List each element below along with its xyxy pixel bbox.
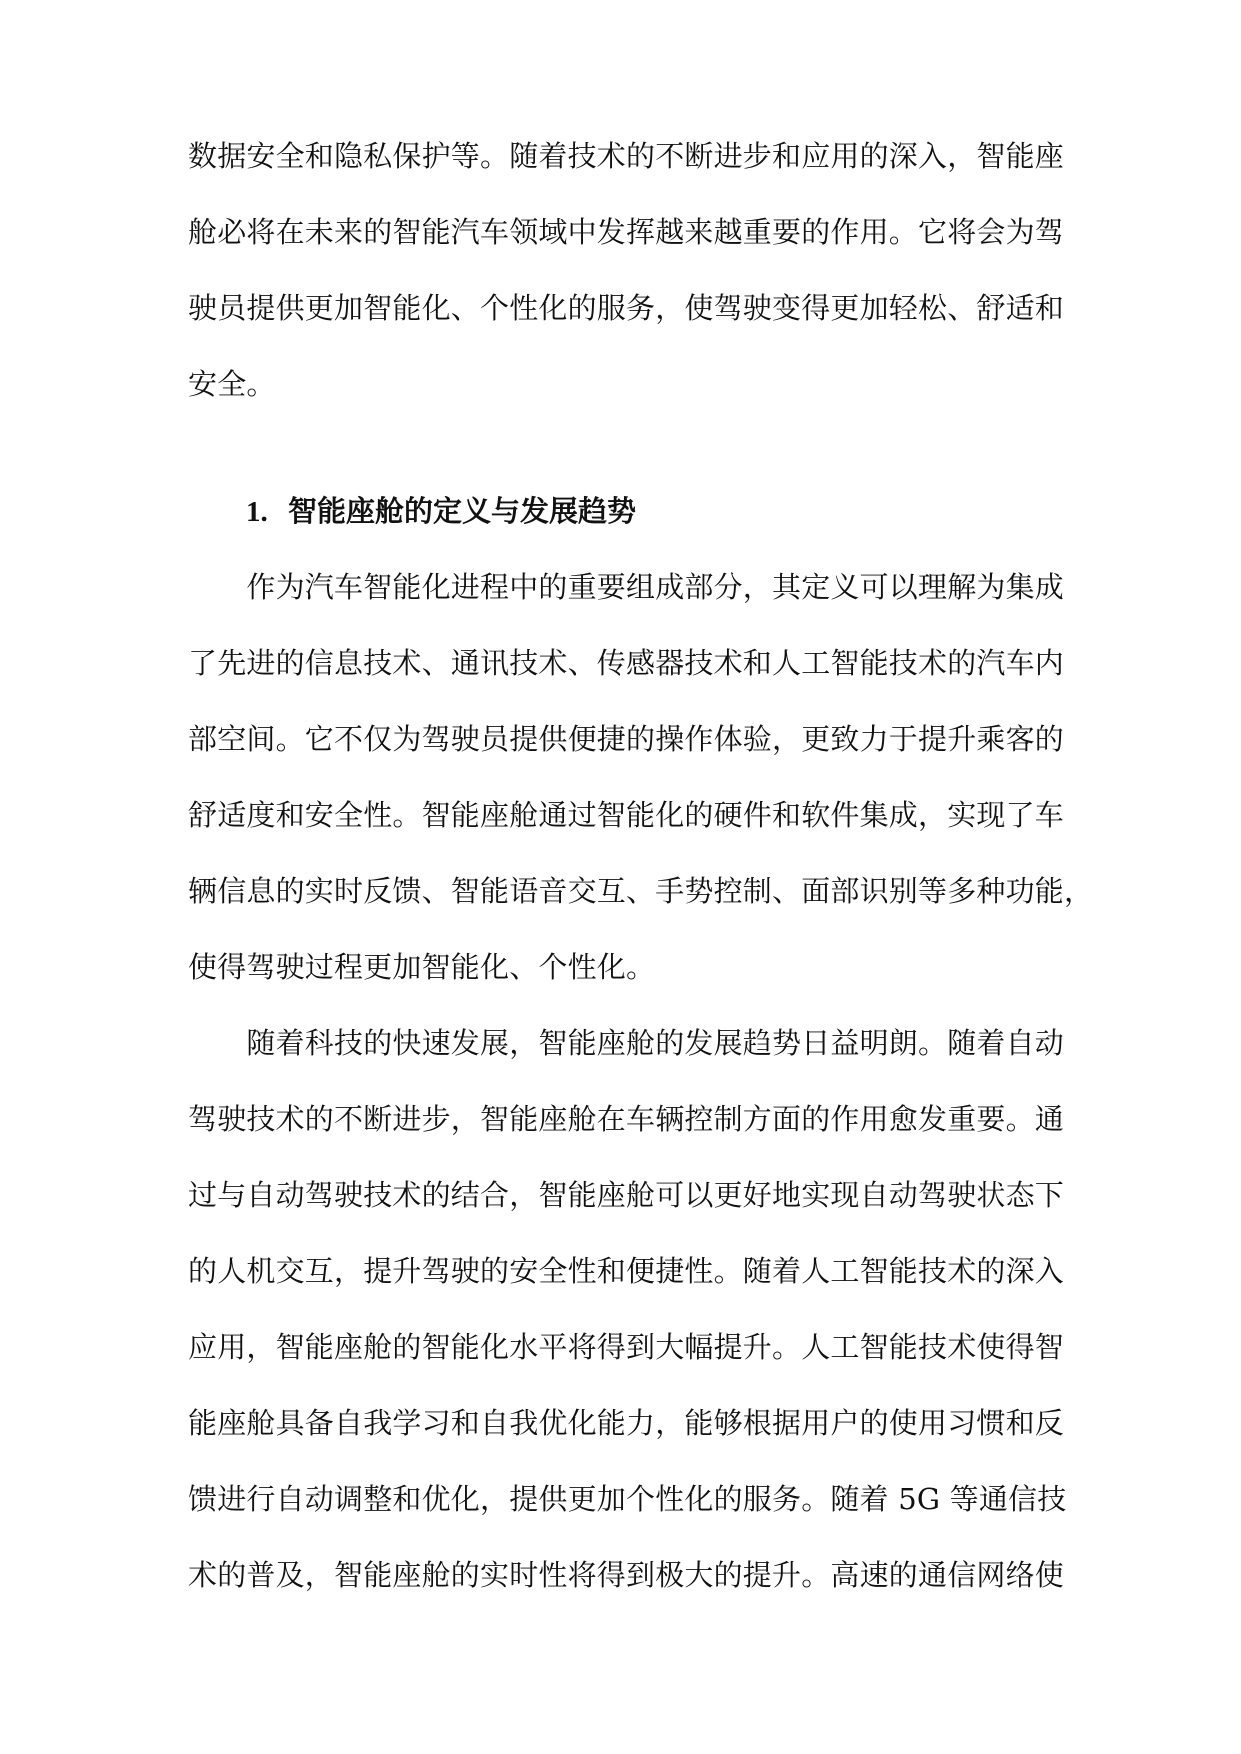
text-line: 能座舱具备自我学习和自我优化能力，能够根据用户的使用习惯和反 <box>188 1406 1065 1440</box>
text-line: 驾驶技术的不断进步，智能座舱在车辆控制方面的作用愈发重要。通 <box>188 1102 1065 1136</box>
trend-paragraph <box>188 1005 1067 1613</box>
text-line: 安全。 <box>188 367 276 401</box>
text-line: 部空间。它不仅为驾驶员提供便捷的操作体验，更致力于提升乘客的 <box>188 722 1065 756</box>
text-line: 舱必将在未来的智能汽车领域中发挥越来越重要的作用。它将会为驾 <box>188 215 1065 249</box>
text-line: 了先进的信息技术、通讯技术、传感器技术和人工智能技术的汽车内 <box>188 646 1065 680</box>
section-number: 1. <box>246 496 268 528</box>
text-line: 馈进行自动调整和优化，提供更加个性化的服务。随着 5G 等通信技 <box>188 1482 1067 1516</box>
text-line: 过与自动驾驶技术的结合，智能座舱可以更好地实现自动驾驶状态下 <box>188 1178 1065 1212</box>
text-line: 舒适度和安全性。智能座舱通过智能化的硬件和软件集成，实现了车 <box>188 798 1065 832</box>
text-line: 驶员提供更加智能化、个性化的服务，使驾驶变得更加轻松、舒适和 <box>188 291 1065 325</box>
text-line: 使得驾驶过程更加智能化、个性化。 <box>188 950 656 984</box>
text-line: 随着科技的快速发展，智能座舱的发展趋势日益明朗。随着自动 <box>188 1026 1065 1060</box>
section-heading <box>246 473 636 550</box>
text-line: 作为汽车智能化进程中的重要组成部分，其定义可以理解为集成 <box>188 570 1065 604</box>
text-line: 数据安全和隐私保护等。随着技术的不断进步和应用的深入，智能座 <box>188 139 1065 173</box>
text-line: 辆信息的实时反馈、智能语音交互、手势控制、面部识别等多种功能， <box>188 874 1094 908</box>
text-line: 术的普及，智能座舱的实时性将得到极大的提升。高速的通信网络使 <box>188 1558 1065 1592</box>
section-title: 智能座舱的定义与发展趋势 <box>288 494 637 528</box>
text-line: 的人机交互，提升驾驶的安全性和便捷性。随着人工智能技术的深入 <box>188 1254 1065 1288</box>
text-line: 应用，智能座舱的智能化水平将得到大幅提升。人工智能技术使得智 <box>188 1330 1065 1364</box>
intro-paragraph <box>188 118 1065 422</box>
definition-paragraph <box>188 549 1094 1005</box>
